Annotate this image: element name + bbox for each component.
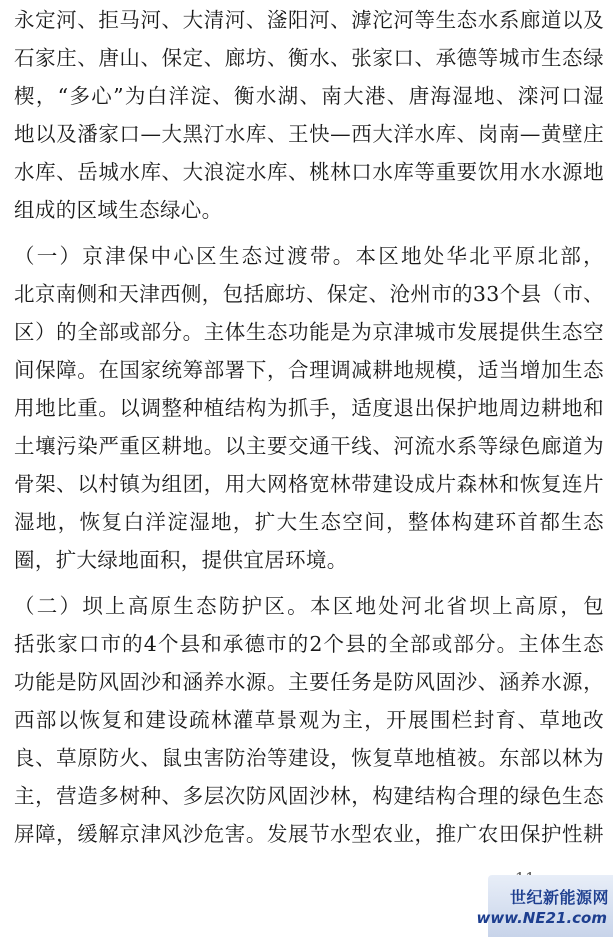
text-line: 北京南侧和天津西侧，包括廊坊、保定、沧州市的33个县（市、 [14, 282, 604, 306]
watermark-url: www.NE21.com [476, 909, 607, 927]
text-line: 主，营造多树种、多层次防风固沙林，构建结构合理的绿色生态 [14, 784, 604, 808]
text-line: 间保障。在国家统筹部署下，合理调减耕地规模，适当增加生态 [14, 358, 604, 382]
text-line: 水库、岳城水库、大浪淀水库、桃林口水库等重要饮用水水源地 [14, 160, 604, 184]
text-line: （一）京津保中心区生态过渡带。本区地处华北平原北部， [14, 244, 604, 268]
text-line: 括张家口市的4个县和承德市的2个县的全部或部分。主体生态 [14, 632, 604, 656]
text-line: 湿地，恢复白洋淀湿地，扩大生态空间，整体构建环首都生态 [14, 510, 604, 534]
text-line: 圈，扩大绿地面积，提供宜居环境。 [14, 548, 348, 572]
text-line: 良、草原防火、鼠虫害防治等建设，恢复草地植被。东部以林为 [14, 746, 604, 770]
text-line: 区）的全部或部分。主体生态功能是为京津城市发展提供生态空 [14, 320, 604, 344]
text-line: 骨架、以村镇为组团，用大网格宽林带建设成片森林和恢复连片 [14, 472, 604, 496]
text-line: 西部以恢复和建设疏林灌草景观为主，开展围栏封育、草地改 [14, 708, 604, 732]
text-line: 地以及潘家口—大黑汀水库、王快—西大洋水库、岗南—黄壁庄 [14, 122, 604, 146]
text-line: 永定河、拒马河、大清河、滏阳河、滹沱河等生态水系廊道以及 [14, 8, 604, 32]
text-line: 组成的区域生态绿心。 [14, 198, 223, 222]
text-line: （二）坝上高原生态防护区。本区地处河北省坝上高原，包 [14, 594, 604, 618]
text-line: 屏障，缓解京津风沙危害。发展节水型农业，推广农田保护性耕 [14, 822, 604, 846]
text-line: 楔，“多心”为白洋淀、衡水湖、南大港、唐海湿地、滦河口湿 [14, 84, 604, 108]
text-line: 功能是防风固沙和涵养水源。主要任务是防风固沙、涵养水源， [14, 670, 604, 694]
watermark-title: 世纪新能源网 [509, 888, 609, 907]
text-line: 用地比重。以调整种植结构为抓手，适度退出保护地周边耕地和 [14, 396, 604, 420]
text-line: 土壤污染严重区耕地。以主要交通干线、河流水系等绿色廊道为 [14, 434, 604, 458]
text-line: 石家庄、唐山、保定、廊坊、衡水、张家口、承德等城市生态绿 [14, 46, 604, 70]
site-watermark [476, 875, 613, 937]
